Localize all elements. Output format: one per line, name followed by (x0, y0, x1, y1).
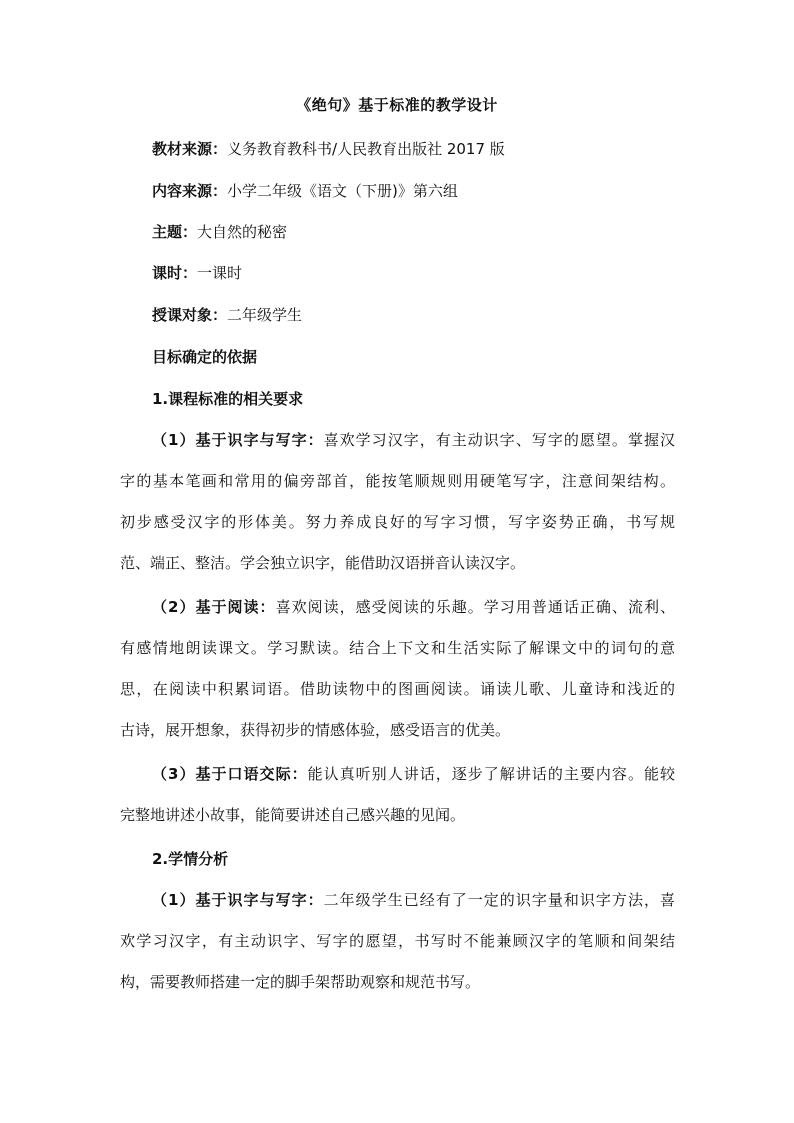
paragraph-line: （1）基于识字与写字：喜欢学习汉字，有主动识字、写字的愿望。掌握汉 (152, 431, 675, 449)
meta-textbook-source (152, 138, 505, 159)
meta-audience (152, 304, 302, 325)
meta-class-hours (152, 262, 242, 283)
meta-label: 授课对象： (152, 306, 228, 324)
paragraph-reading (120, 597, 675, 761)
meta-value: 二年级学生 (227, 306, 303, 324)
paragraph-line: 思，在阅读中积累词语。借助读物中的图画阅读。诵读儿歌、儿童诗和浅近的 (120, 680, 675, 698)
paragraph-line: 初步感受汉字的形体美。努力养成良好的写字习惯，写字姿势正确，书写规 (120, 513, 675, 531)
meta-value: 大自然的秘密 (197, 223, 288, 241)
paragraph-student-literacy (120, 890, 675, 1013)
document-title: 《绝句》基于标准的教学设计 (296, 96, 498, 114)
paragraph-line: 范、端正、整洁。学会独立识字，能借助汉语拼音认读汉字。 (120, 554, 526, 572)
paragraph-line: 构，需要教师搭建一定的脚手架帮助观察和规范书写。 (120, 973, 481, 991)
paragraph-line: 古诗，展开想象，获得初步的情感体验，感受语言的优美。 (120, 721, 511, 739)
paragraph-oral-communication (120, 764, 675, 846)
meta-value: 义务教育教科书/人民教育出版社 2017 版 (227, 140, 505, 158)
meta-content-source (152, 180, 458, 201)
paragraph-literacy-writing (120, 430, 675, 594)
meta-value: 一课时 (197, 264, 243, 282)
paragraph-lead: （1）基于识字与写字： (152, 431, 324, 449)
meta-theme (152, 221, 287, 242)
paragraph-line: （1）基于识字与写字：二年级学生已经有了一定的识字量和识字方法，喜 (152, 891, 675, 909)
paragraph-lead: （3）基于口语交际： (152, 765, 308, 783)
meta-value: 小学二年级《语文（下册)》第六组 (227, 182, 458, 200)
paragraph-line: 完整地讲述小故事，能简要讲述自己感兴趣的见闻。 (120, 806, 466, 824)
paragraph-line: 有感情地朗读课文。学习默读。结合上下文和生活实际了解课文中的词句的意 (120, 639, 675, 657)
paragraph-lead: （1）基于识字与写字： (152, 891, 324, 909)
section-heading: 目标确定的依据 (152, 348, 258, 366)
meta-label: 主题： (152, 223, 198, 241)
meta-label: 课时： (152, 264, 198, 282)
paragraph-lead: （2）基于阅读： (152, 598, 276, 616)
paragraph-line: （2）基于阅读：喜欢阅读，感受阅读的乐趣。学习用普通话正确、流利、 (152, 598, 675, 616)
paragraph-line: （3）基于口语交际：能认真听别人讲话，逐步了解讲话的主要内容。能较 (152, 765, 675, 783)
meta-label: 内容来源： (152, 182, 228, 200)
paragraph-line: 欢学习汉字，有主动识字、写字的愿望，书写时不能兼顾汉字的笔顺和间架结 (120, 932, 675, 950)
paragraph-line: 字的基本笔画和常用的偏旁部首，能按笔顺规则用硬笔写字，注意间架结构。 (120, 472, 675, 490)
meta-label: 教材来源： (152, 140, 228, 158)
subsection-heading-standards: 1.课程标准的相关要求 (152, 390, 304, 408)
subsection-heading-student-analysis: 2.学情分析 (152, 850, 229, 868)
